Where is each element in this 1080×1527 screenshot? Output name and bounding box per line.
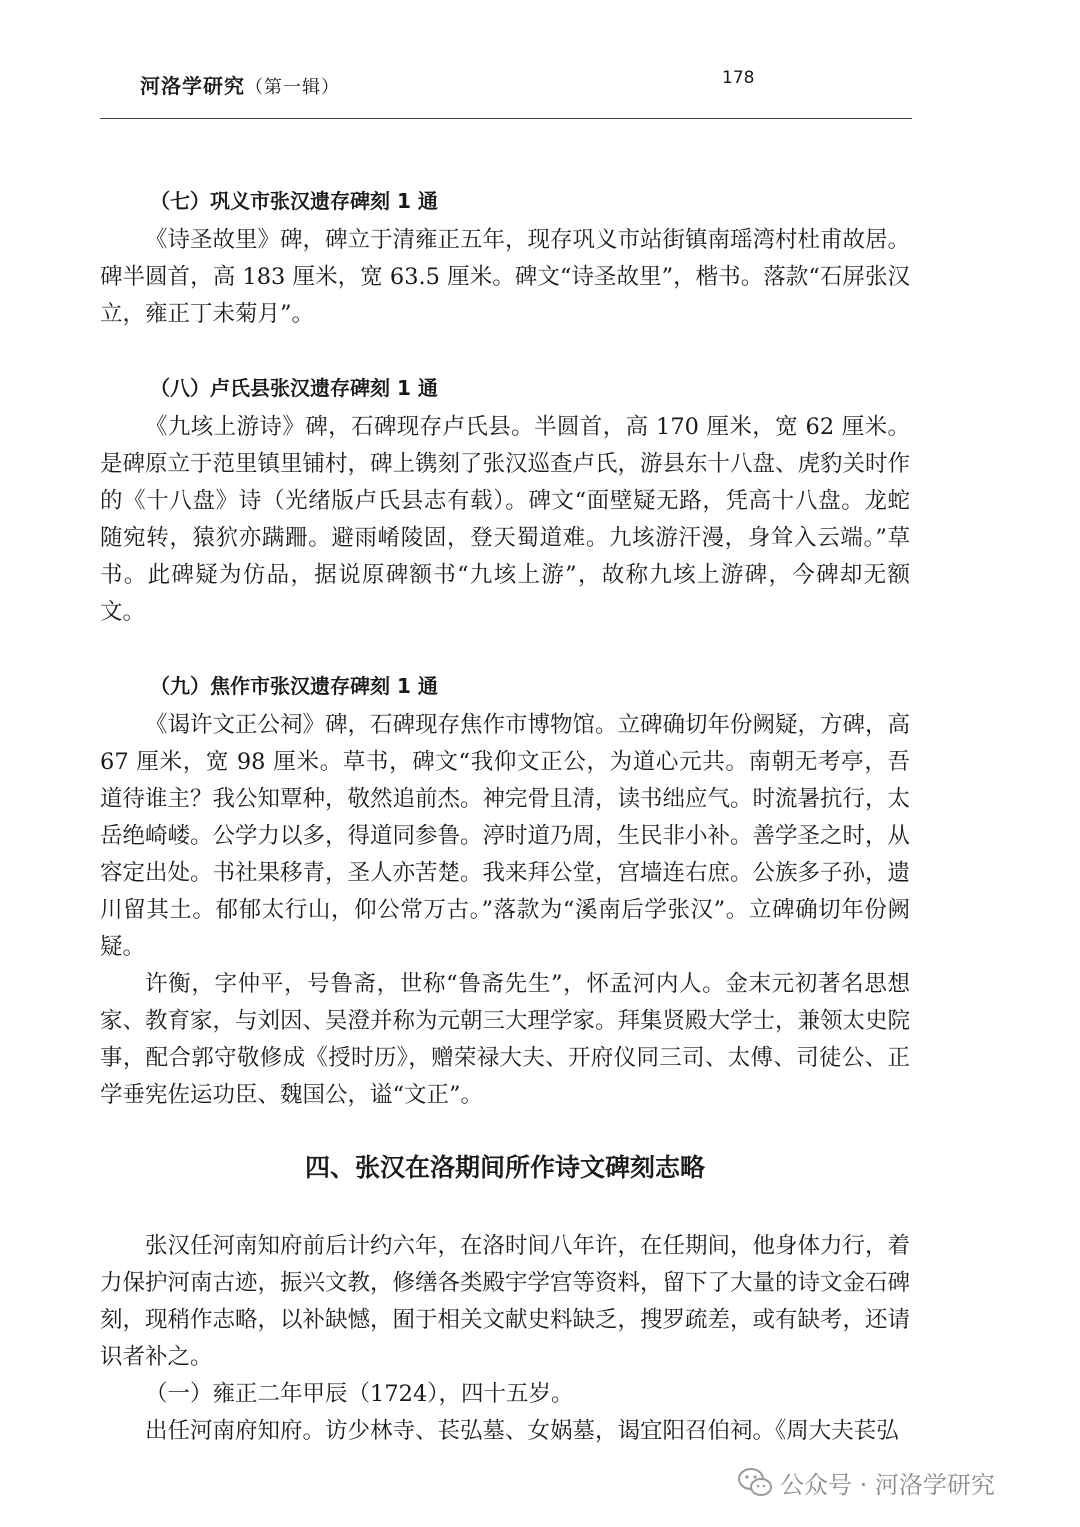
paragraph: 《谒许文正公祠》碑，石碑现存焦作市博物馆。立碑确切年份阙疑，方碑，高 67 厘米，宽 98 厘米。草书，碑文“我仰文正公，为道心元共。南朝无考亭，吾道待谁主？我公知覃种，敬然追前杰。神完骨且清，读书绌应气。时流暑抗行，太岳绝崎嵝。公学力以多，得道同参鲁。渟时道乃周，生民非小补。善学圣之时，从容定出处。书社果移青，圣人亦苦楚。我来拜公堂，宫墙连右庶。公族多子孙，遗川留其土。郁郁太行山，仰公常万古。”落款为“溪南后学张汉”。立碑确切年份阙疑。 [100, 712, 911, 960]
paragraph: 《诗圣故里》碑，碑立于清雍正五年，现存巩义市站街镇南瑶湾村杜甫故居。碑半圆首，高 183 厘米，宽 63.5 厘米。碑文“诗圣故里”，楷书。落款“石屏张汉立，雍正丁未菊月”。 [100, 227, 911, 327]
page-header [100, 62, 912, 114]
watermark-text: 公众号 · 河洛学研究 [780, 1470, 995, 1499]
section-heading-7: （七）巩义市张汉遗存碑刻 1 通 [150, 189, 438, 213]
paragraph: 许衡，字仲平，号鲁斋，世称“鲁斋先生”，怀孟河内人。金末元初著名思想家、教育家，与刘因、吴澄并称为元朝三大理学家。拜集贤殿大学士，兼领太史院事，配合郭守敬修成《授时历》，赠荣禄大夫、开府仪同三司、太傅、司徒公、正学垂宪佐运功臣、魏国公，谥“文正”。 [100, 971, 911, 1108]
watermark [738, 1460, 995, 1504]
wechat-icon [738, 1467, 772, 1497]
paragraph: 张汉任河南知府前后计约六年，在洛时间八年许，在任期间，他身体力行，着力保护河南古迹，振兴文教，修缮各类殿宇学宫等资料，留下了大量的诗文金石碑刻，现稍作志略，以补缺憾，囿于相关文献史料缺乏，搜罗疏差，或有缺考，还请识者补之。 [100, 1233, 911, 1370]
journal-title [140, 70, 340, 99]
chapter-title: 四、张汉在洛期间所作诗文碑刻志略 [304, 1153, 705, 1182]
paragraph: （一）雍正二年甲辰（1724），四十五岁。 [145, 1381, 574, 1407]
page-number: 178 [722, 68, 755, 88]
journal-name: 河洛学研究 [140, 74, 245, 98]
page-body [100, 180, 910, 1450]
section-heading-8: （八）卢氏县张汉遗存碑刻 1 通 [150, 376, 438, 400]
journal-issue: （第一辑） [245, 77, 340, 98]
section-heading-9: （九）焦作市张汉遗存碑刻 1 通 [150, 674, 438, 698]
header-rule [100, 118, 912, 119]
paragraph: 出任河南府知府。访少林寺、苌弘墓、女娲墓，谒宜阳召伯祠。《周大夫苌弘 [145, 1418, 899, 1444]
paragraph: 《九垓上游诗》碑，石碑现存卢氏县。半圆首，高 170 厘米，宽 62 厘米。是碑原立于范里镇里铺村，碑上镌刻了张汉巡查卢氏，游县东十八盘、虎豹关时作的《十八盘》诗（光绪版卢氏县志有载）。碑文“面壁疑无路，凭高十八盘。龙蛇随宛转，猿狖亦蹒跚。避雨崤陵固，登天蜀道难。九垓游汗漫，身耸入云端。”草书。此碑疑为仿品，据说原碑额书“九垓上游”，故称九垓上游碑，今碑却无额文。 [100, 414, 911, 625]
